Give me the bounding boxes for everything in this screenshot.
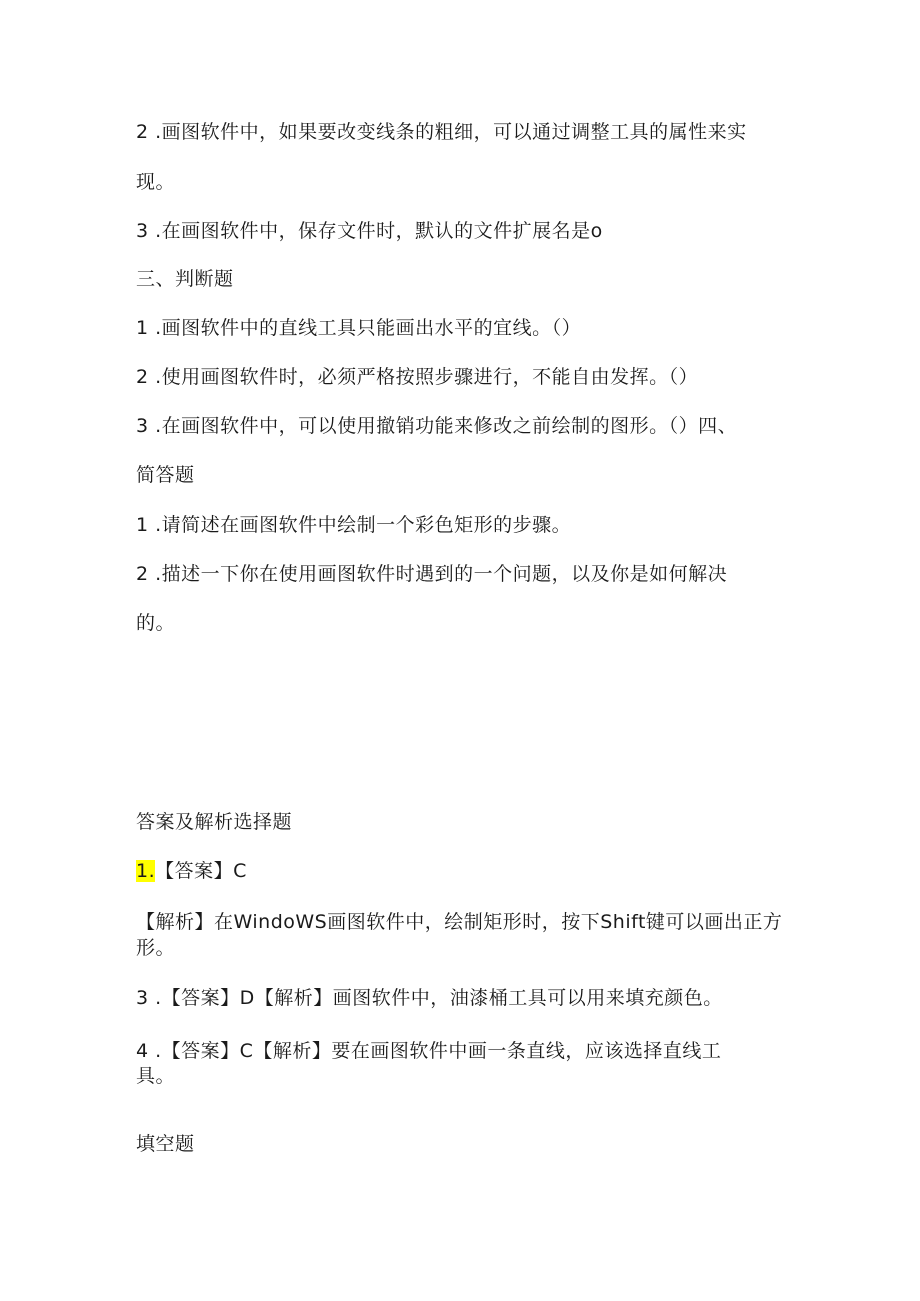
answer-1-analysis-line-1: 【解析】在WindoWS画图软件中，绘制矩形时，按下Shift键可以画出正方 (136, 911, 783, 933)
answer-1-text: 【答案】C (155, 860, 247, 882)
fill-question-3: 3 .在画图软件中，保存文件时，默认的文件扩展名是o (136, 220, 603, 242)
answer-1-analysis-line-2: 形。 (136, 937, 176, 959)
short-answer-question-1: 1 .请简述在画图软件中绘制一个彩色矩形的步骤。 (136, 514, 572, 536)
short-answer-question-2-line-2: 的。 (136, 612, 176, 634)
answer-1-number-highlight: 1. (136, 860, 156, 882)
answer-4-line-1: 4 .【答案】C【解析】要在画图软件中画一条直线，应该选择直线工 (136, 1040, 722, 1062)
answers-heading: 答案及解析选择题 (136, 811, 293, 833)
judge-question-2: 2 .使用画图软件时，必须严格按照步骤进行，不能自由发挥。（） (136, 366, 699, 388)
short-answer-heading: 简答题 (136, 464, 195, 486)
fill-question-2-line-2: 现。 (136, 171, 176, 193)
fill-blank-heading: 填空题 (136, 1133, 195, 1155)
judge-question-1: 1 .画图软件中的直线工具只能画出水平的宜线。（） (136, 317, 582, 339)
judge-question-3: 3 .在画图软件中，可以使用撤销功能来修改之前绘制的图形。（）四、 (136, 415, 738, 437)
short-answer-question-2-line-1: 2 .描述一下你在使用画图软件时遇到的一个问题，以及你是如何解决 (136, 563, 728, 585)
answer-4-line-2: 具。 (136, 1065, 176, 1087)
answer-1 (136, 859, 247, 883)
answer-3: 3 .【答案】D【解析】画图软件中，油漆桶工具可以用来填充颜色。 (136, 987, 723, 1009)
fill-question-2-line-1: 2 .画图软件中，如果要改变线条的粗细，可以通过调整工具的属性来实 (136, 121, 747, 143)
judge-section-heading: 三、判断题 (136, 268, 234, 290)
